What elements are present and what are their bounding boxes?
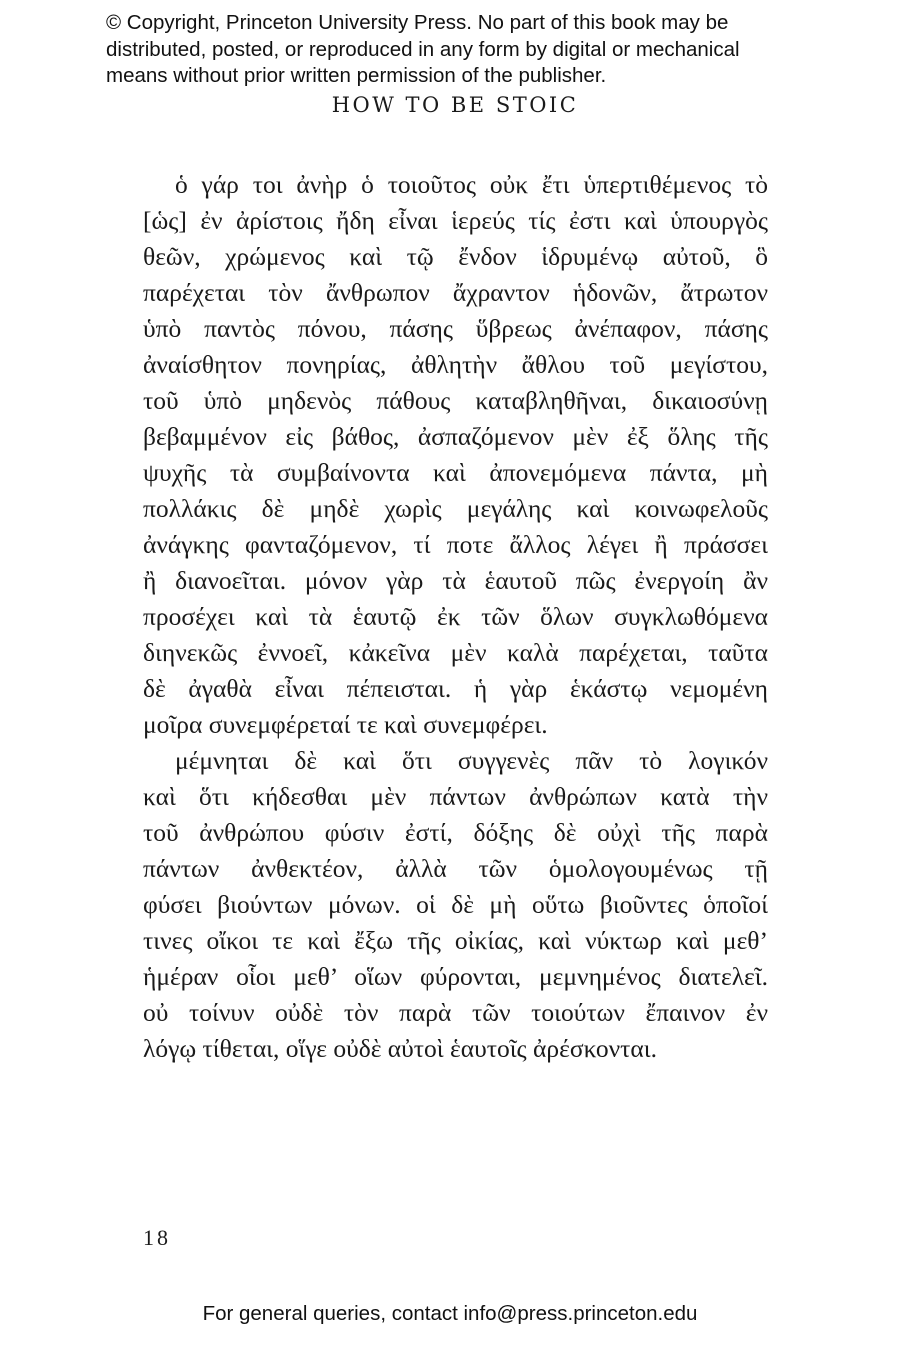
copyright-line: distributed, posted, or reproduced in any form by digital or mechanical: [106, 37, 740, 61]
text-line: ἢ διανοεῖται. μόνον γὰρ τὰ ἑαυτοῦ πῶς ἐνεργοίη ἂν: [143, 566, 768, 595]
text-line: λόγῳ τίθεται, οἵγε οὐδὲ αὐτοὶ ἑαυτοῖς ἀρέσκονται.: [143, 1034, 657, 1063]
text-line: μοῖρα συνεμφέρεταί τε καὶ συνεμφέρει.: [143, 710, 548, 739]
text-line: τοῦ ἀνθρώπου φύσιν ἐστί, δόξης δὲ οὐχὶ τῆς παρὰ: [143, 818, 768, 847]
copyright-notice: [106, 10, 866, 90]
paragraph-1: [143, 167, 768, 743]
text-line: παρέχεται τὸν ἄνθρωπον ἄχραντον ἡδονῶν, ἄτρωτον: [143, 278, 768, 307]
copyright-line: © Copyright, Princeton University Press. No part of this book may be: [106, 11, 729, 34]
text-line: τοῦ ὑπὸ μηδενὸς πάθους καταβληθῆναι, δικαιοσύνῃ: [143, 386, 768, 415]
text-line: καὶ ὅτι κήδεσθαι μὲν πάντων ἀνθρώπων κατὰ τὴν: [143, 782, 768, 811]
running-head: HOW TO BE STOIC: [331, 93, 579, 117]
text-line: ἀναίσθητον πονηρίας, ἀθλητὴν ἄθλου τοῦ μεγίστου,: [143, 350, 768, 379]
text-line: ἀνάγκης φανταζόμενον, τί ποτε ἄλλος λέγει ἢ πράσσει: [143, 530, 768, 559]
text-line: ὑπὸ παντὸς πόνου, πάσης ὕβρεως ἀνέπαφον, πάσης: [143, 314, 768, 343]
text-line: φύσει βιούντων μόνων. οἱ δὲ μὴ οὕτω βιοῦντες ὁποῖοί: [143, 890, 768, 919]
text-line: δὲ ἀγαθὰ εἶναι πέπεισται. ἡ γὰρ ἑκάστῳ νεμομένη: [143, 674, 768, 703]
text-line: βεβαμμένον εἰς βάθος, ἀσπαζόμενον μὲν ἐξ ὅλης τῆς: [143, 422, 768, 451]
text-line: [ὡς] ἐν ἀρίστοις ἤδη εἶναι ἱερεύς τίς ἐστι καὶ ὑπουργὸς: [143, 206, 768, 235]
text-line: οὐ τοίνυν οὐδὲ τὸν παρὰ τῶν τοιούτων ἔπαινον ἐν: [143, 998, 768, 1027]
body-text: [143, 167, 768, 1067]
text-line: διηνεκῶς ἐννοεῖ, κἀκεῖνα μὲν καλὰ παρέχεται, ταῦτα: [143, 638, 768, 667]
text-line: πολλάκις δὲ μηδὲ χωρὶς μεγάλης καὶ κοινωφελοῦς: [143, 494, 768, 523]
text-line: θεῶν, χρώμενος καὶ τῷ ἔνδον ἱδρυμένῳ αὐτοῦ, ὃ: [143, 242, 768, 271]
footer-contact: For general queries, contact info@press.princeton.edu: [202, 1302, 698, 1325]
text-line: ἡμέραν οἷοι μεθ’ οἵων φύρονται, μεμνημένος διατελεῖ.: [143, 962, 768, 991]
text-line: μέμνηται δὲ καὶ ὅτι συγγενὲς πᾶν τὸ λογικόν: [175, 746, 768, 775]
text-line: προσέχει καὶ τὰ ἑαυτῷ ἐκ τῶν ὅλων συγκλωθόμενα: [143, 602, 768, 631]
text-line: πάντων ἀνθεκτέον, ἀλλὰ τῶν ὁμολογουμένως τῇ: [143, 854, 768, 883]
copyright-line: means without prior written permission of the publisher.: [106, 64, 607, 87]
page-number: 18: [143, 1225, 171, 1250]
paragraph-2: [143, 743, 768, 1067]
text-line: τινες οἴκοι τε καὶ ἔξω τῆς οἰκίας, καὶ νύκτωρ καὶ μεθ’: [143, 926, 768, 955]
text-line: ψυχῆς τὰ συμβαίνοντα καὶ ἀπονεμόμενα πάντα, μὴ: [143, 458, 768, 487]
text-line: ὁ γάρ τοι ἀνὴρ ὁ τοιοῦτος οὐκ ἔτι ὑπερτιθέμενος τὸ: [175, 170, 768, 199]
